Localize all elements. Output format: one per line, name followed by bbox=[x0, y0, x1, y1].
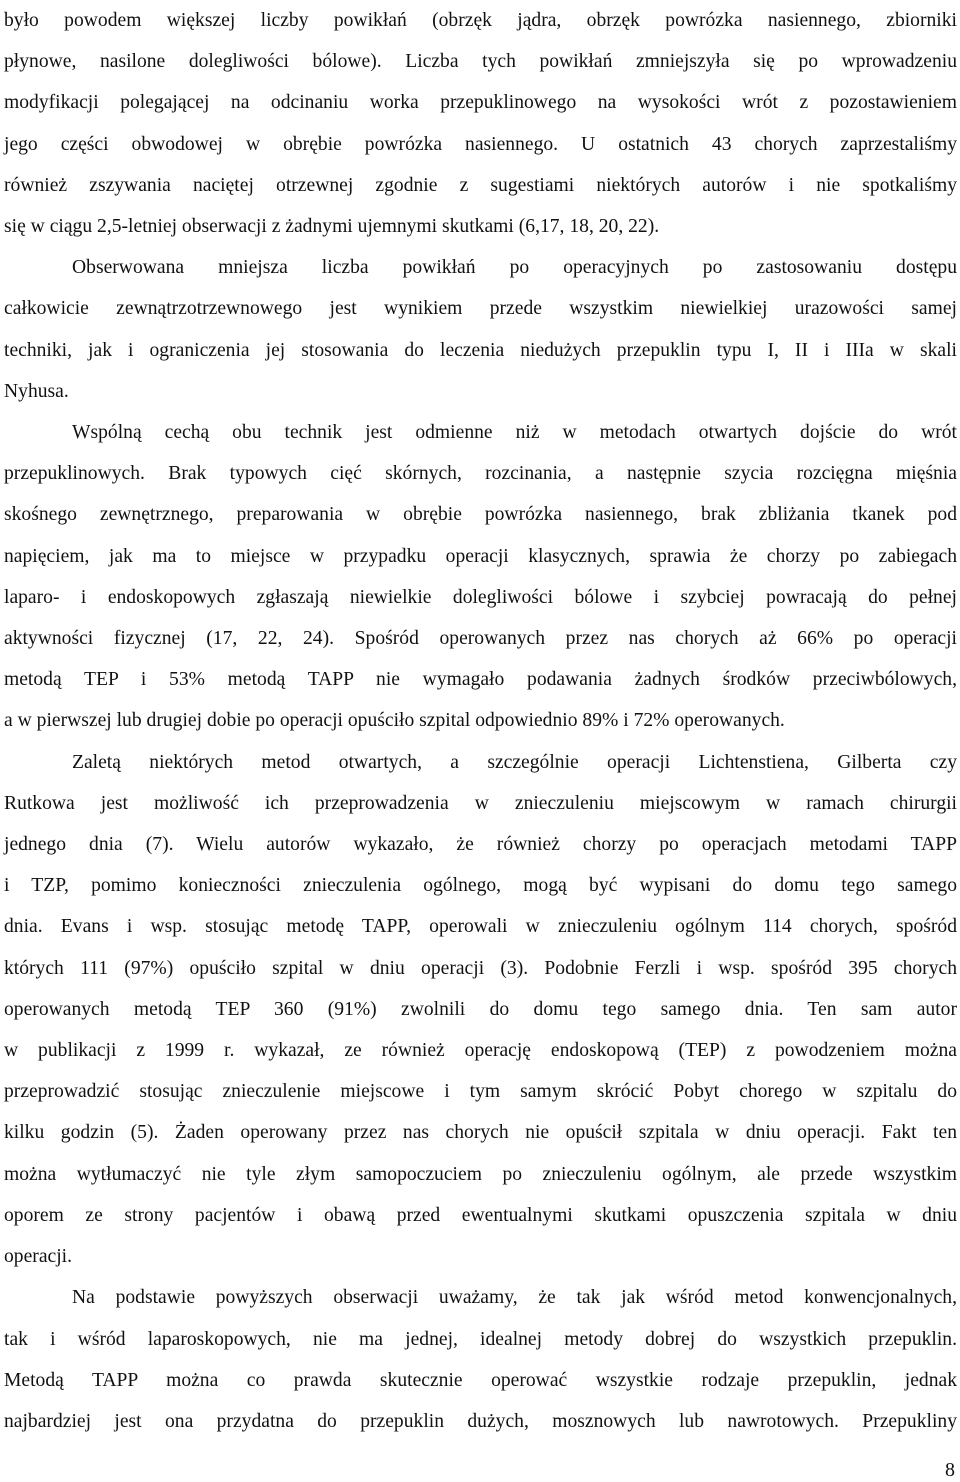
paragraph-4 bbox=[4, 742, 957, 1278]
text-line: dnia. Evans i wsp. stosując metodę TAPP, operowali w znieczuleniu ogólnym 114 chorych, spośród bbox=[4, 916, 957, 938]
text-line: laparo- i endoskopowych zgłaszają niewielkie dolegliwości bólowe i szybciej powracają do pełnej bbox=[4, 586, 957, 608]
text-line: się w ciągu 2,5-letniej obserwacji z żadnymi ujemnymi skutkami (6,17, 18, 20, 22). bbox=[4, 216, 660, 238]
paragraph-2 bbox=[4, 247, 957, 412]
text-line: całkowicie zewnątrzotrzewnowego jest wynikiem przede wszystkim niewielkiej urazowości samej bbox=[4, 298, 957, 320]
text-line: można wytłumaczyć nie tyle złym samopoczuciem po znieczuleniu ogólnym, ale przede wszystkim bbox=[4, 1163, 957, 1185]
text-line: Metodą TAPP można co prawda skutecznie operować wszystkie rodzaje przepuklin, jednak bbox=[4, 1369, 957, 1391]
page-number: 8 bbox=[945, 1459, 955, 1481]
text-line: najbardziej jest ona przydatna do przepuklin dużych, mosznowych lub nawrotowych. Przepukliny bbox=[4, 1410, 957, 1432]
text-line: tak i wśród laparoskopowych, nie ma jednej, idealnej metody dobrej do wszystkich przepuklin. bbox=[4, 1328, 957, 1350]
paragraph-5 bbox=[4, 1277, 957, 1442]
text-line: i TZP, pomimo konieczności znieczulenia ogólnego, mogą być wypisani do domu tego samego bbox=[4, 875, 957, 897]
text-line: operowanych metodą TEP 360 (91%) zwolnili do domu tego samego dnia. Ten sam autor bbox=[4, 998, 957, 1020]
text-line: jednego dnia (7). Wielu autorów wykazało, że również chorzy po operacjach metodami TAPP bbox=[4, 834, 957, 856]
text-line: było powodem większej liczby powikłań (obrzęk jądra, obrzęk powrózka nasiennego, zbiorniki bbox=[4, 10, 957, 31]
text-line: kilku godzin (5). Żaden operowany przez nas chorych nie opuścił szpitala w dniu operacji. Fakt ten bbox=[4, 1122, 957, 1144]
paragraph-1 bbox=[4, 0, 957, 247]
paragraph-3 bbox=[4, 412, 957, 742]
text-line: w publikacji z 1999 r. wykazał, ze również operację endoskopową (TEP) z powodzeniem można bbox=[4, 1040, 957, 1062]
text-line: Nyhusa. bbox=[4, 380, 69, 402]
text-line: metodą TEP i 53% metodą TAPP nie wymagało podawania żadnych środków przeciwbólowych, bbox=[4, 669, 957, 691]
text-line: Wspólną cechą obu technik jest odmienne niż w metodach otwartych dojście do wrót bbox=[72, 422, 957, 444]
text-line: jego części obwodowej w obrębie powrózka nasiennego. U ostatnich 43 chorych zaprzestaliśmy bbox=[4, 133, 957, 155]
document-page bbox=[4, 0, 957, 1442]
text-line: napięciem, jak ma to miejsce w przypadku operacji klasycznych, sprawia że chorzy po zabiegach bbox=[4, 545, 957, 567]
text-line: oporem ze strony pacjentów i obawą przed ewentualnymi skutkami opuszczenia szpitala w dniu bbox=[4, 1204, 957, 1226]
text-line: przeprowadzić stosując znieczulenie miejscowe i tym samym skrócić Pobyt chorego w szpitalu do bbox=[4, 1081, 957, 1103]
text-line: a w pierwszej lub drugiej dobie po operacji opuściło szpital odpowiednio 89% i 72% operowanych. bbox=[4, 710, 785, 732]
text-line: również zszywania naciętej otrzewnej zgodnie z sugestiami niektórych autorów i nie spotkaliśmy bbox=[4, 174, 957, 196]
text-line: Rutkowa jest możliwość ich przeprowadzenia w znieczuleniu miejscowym w ramach chirurgii bbox=[4, 792, 957, 814]
text-line: modyfikacji polegającej na odcinaniu worka przepuklinowego na wysokości wrót z pozostawieniem bbox=[4, 92, 957, 114]
text-line: przepuklinowych. Brak typowych cięć skórnych, rozcinania, a następnie szycia rozcięgna mięśnia bbox=[4, 463, 957, 485]
text-line: techniki, jak i ograniczenia jej stosowania do leczenia niedużych przepuklin typu I, II i IIIa w skali bbox=[4, 339, 957, 361]
text-line: skośnego zewnętrznego, preparowania w obrębie powrózka nasiennego, brak zbliżania tkanek pod bbox=[4, 504, 957, 526]
text-line: aktywności fizycznej (17, 22, 24). Spośród operowanych przez nas chorych aż 66% po operacji bbox=[4, 628, 957, 650]
text-line: Na podstawie powyższych obserwacji uważamy, że tak jak wśród metod konwencjonalnych, bbox=[72, 1287, 957, 1309]
text-line: płynowe, nasilone dolegliwości bólowe). Liczba tych powikłań zmniejszyła się po wprowadzeniu bbox=[4, 51, 957, 73]
text-line: operacji. bbox=[4, 1246, 72, 1268]
text-line: których 111 (97%) opuściło szpital w dniu operacji (3). Podobnie Ferzli i wsp. spośród 395 chorych bbox=[4, 957, 957, 979]
text-line: Obserwowana mniejsza liczba powikłań po operacyjnych po zastosowaniu dostępu bbox=[72, 257, 957, 279]
text-line: Zaletą niektórych metod otwartych, a szczególnie operacji Lichtenstiena, Gilberta czy bbox=[72, 751, 957, 773]
